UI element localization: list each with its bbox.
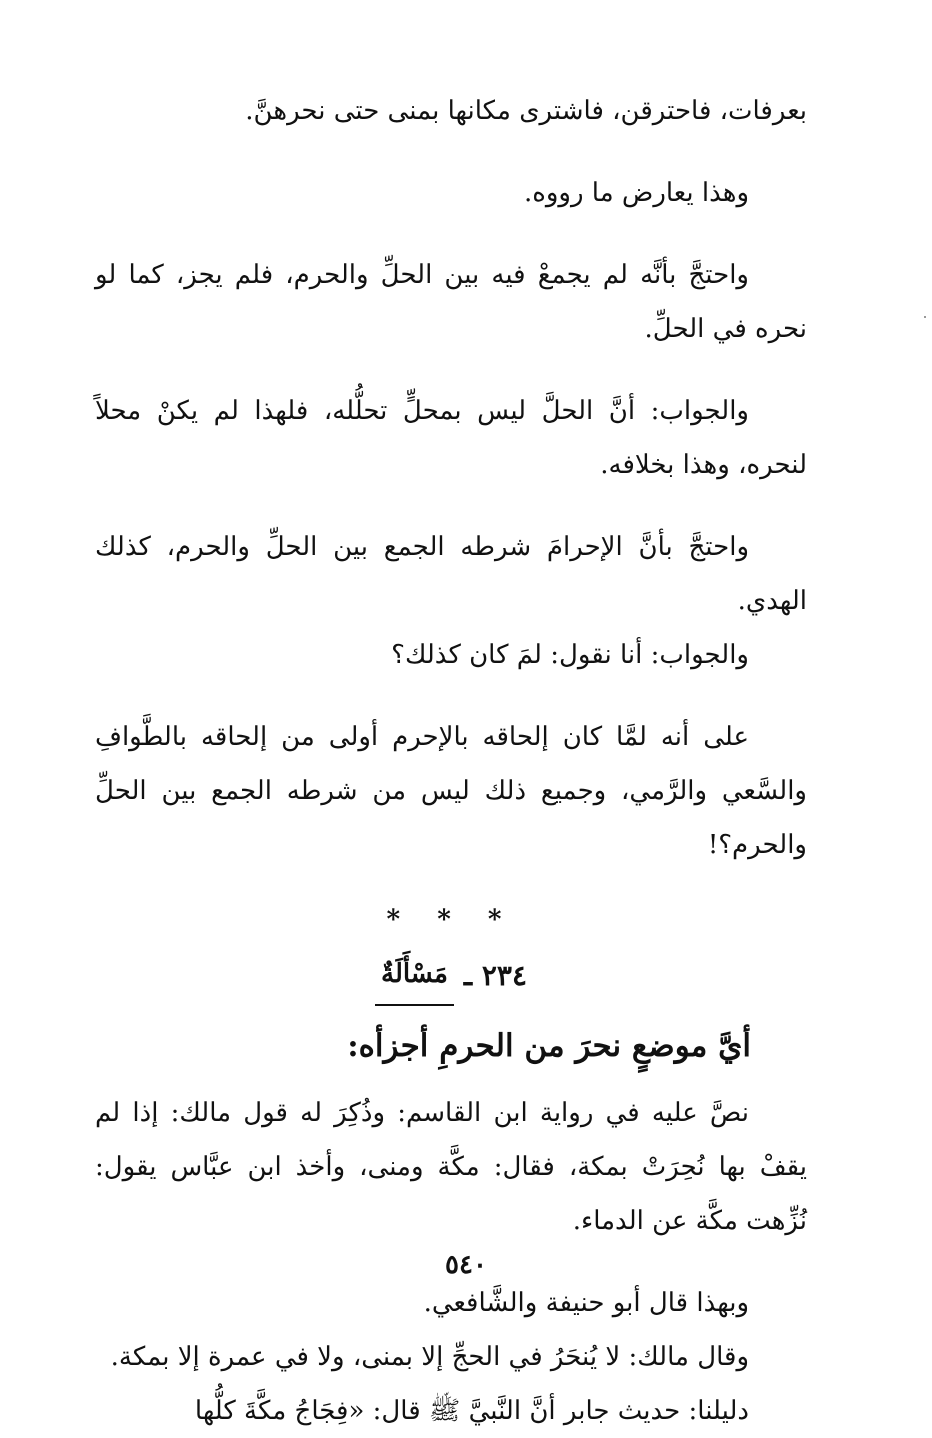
margin-mark [924,316,926,318]
issue-title [95,946,807,1006]
paragraph-answer-1: والجواب: أنَّ الحلَّ ليس بمحلٍّ تحلُّله، فلهذا لم يكنْ محلاً لنحره، وهذا بخلافه. [95,396,807,480]
paragraph-objection: وهذا يعارض ما رووه. [523,178,749,208]
paragraph-hanafi-shafii: وبهذا قال أبو حنيفة والشَّافعي. [423,1288,749,1318]
section-heading: أيَّ موضعٍ نحرَ من الحرمِ أجزأه: [347,1028,751,1064]
issue-label: مَسْأَلَةٌ [375,946,454,1006]
page-number: ٥٤٠ [445,1250,487,1280]
section-separator: * * * [386,905,516,935]
paragraph-rebuttal: على أنه لمَّا كان إلحاقه بالإحرم أولى من إلحاقه بالطَّوافِ والسَّعي والرَّمي، وجميع ذلك ليس من شرطه الجمع بين الحلِّ والحرم؟! [95,722,807,860]
page-body [95,84,807,1438]
paragraph-argument-2: واحتجَّ بأنَّ الإحرامَ شرطه الجمع بين الحلِّ والحرم، كذلك الهدي. [95,532,807,616]
paragraph-maliki: وقال مالك: لا يُنحَرُ في الحجِّ إلا بمنى، ولا في عمرة إلا بمكة. [110,1342,749,1372]
issue-number: ٢٣٤ ـ [463,959,527,992]
paragraph-evidence: دليلنا: حديث جابر أنَّ النَّبيَّ ﷺ قال: «فِجَاجُ مكَّةَ كلُّها [194,1396,749,1426]
paragraph-continuation: بعرفات، فاحترقن، فاشترى مكانها بمنى حتى نحرهنَّ. [245,96,807,126]
paragraph-argument-1: واحتجَّ بأنَّه لم يجمعْ فيه بين الحلِّ والحرم، فلم يجز، كما لو نحره في الحلِّ. [95,260,807,344]
paragraph-ruling: نصَّ عليه في رواية ابن القاسم: وذُكِرَ له قول مالك: إذا لم يقفْ بها نُحِرَتْ بمكة، فقال: مكَّة ومنى، وأخذ ابن عبَّاس يقول: نُزِّهت مكَّة عن الدماء. [95,1098,807,1236]
paragraph-answer-2: والجواب: أنا نقول: لمَ كان كذلك؟ [391,640,749,670]
